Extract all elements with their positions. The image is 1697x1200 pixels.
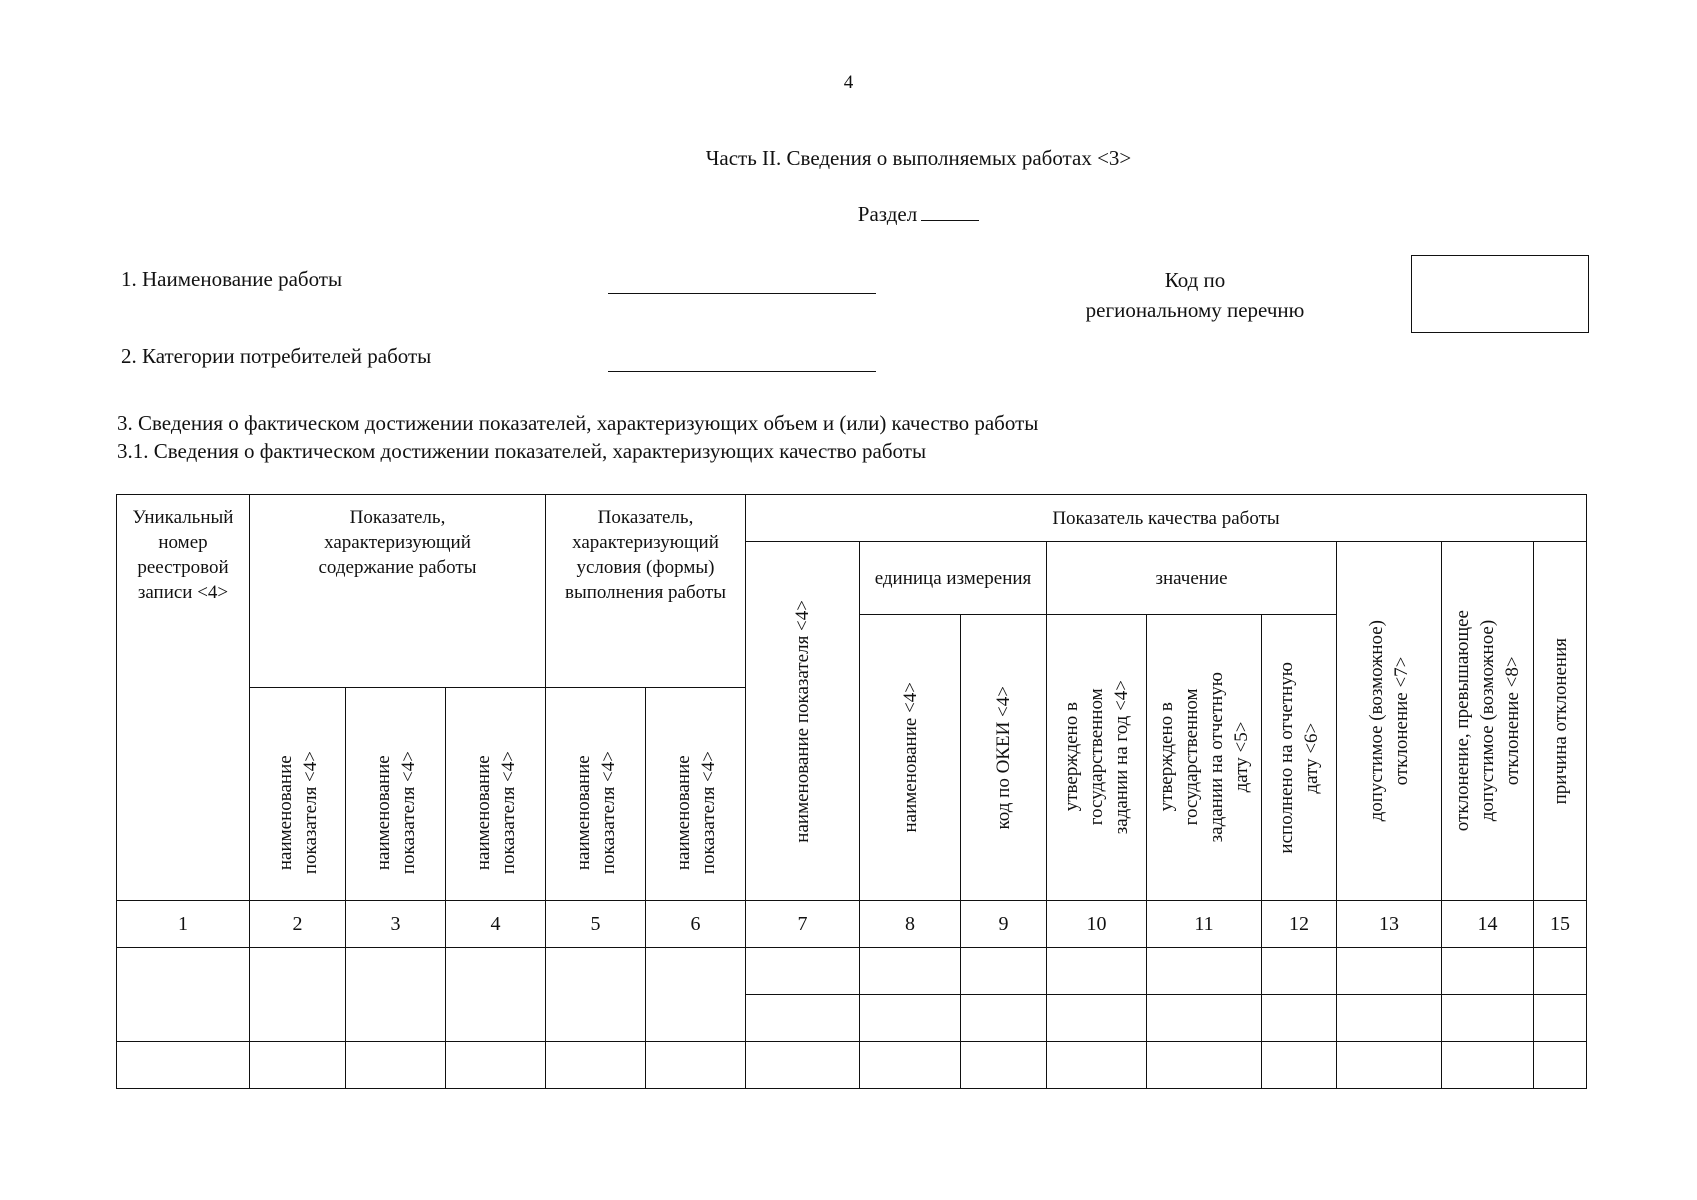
column-number: 5: [546, 901, 646, 948]
table-cell[interactable]: [250, 1042, 346, 1089]
header-content-indicator: Показатель, характеризующий содержание работы: [250, 495, 546, 688]
header-allowed-deviation-text: допустимое (возможное) отклонение <7>: [1366, 620, 1412, 822]
header-unit-name-text: наименование <4>: [899, 682, 921, 833]
header-approved-year: [1047, 615, 1147, 901]
header-content-sub-2-text: наименование показателя <4>: [372, 750, 419, 874]
header-executed-text: исполнено на отчетную дату <6>: [1276, 661, 1322, 854]
table-cell[interactable]: [1047, 948, 1147, 995]
regional-code-label-line1: Код по: [1164, 268, 1226, 292]
table-cell[interactable]: [546, 948, 646, 1042]
header-deviation-reason-text: причина отклонения: [1549, 637, 1571, 805]
section-line: [0, 202, 1697, 227]
table-cell[interactable]: [646, 1042, 746, 1089]
table-cell[interactable]: [546, 1042, 646, 1089]
column-number: 15: [1534, 901, 1587, 948]
table-cell[interactable]: [250, 948, 346, 1042]
consumer-categories-blank[interactable]: [608, 347, 876, 372]
column-number: 12: [1262, 901, 1337, 948]
header-exceeding-deviation-text: отклонение, превышающее допустимое (возможное) отклонение <8>: [1452, 610, 1523, 832]
header-content-sub-3: [446, 688, 546, 901]
table-cell[interactable]: [1262, 1042, 1337, 1089]
header-approved-date: [1147, 615, 1262, 901]
table-cell[interactable]: [1534, 995, 1587, 1042]
work-name-label: 1. Наименование работы: [121, 267, 343, 291]
page-number: 4: [843, 72, 854, 93]
section-label: Раздел: [857, 202, 918, 226]
header-okei-code-text: код по ОКЕИ <4>: [993, 685, 1014, 830]
table-cell[interactable]: [117, 948, 250, 1042]
table-cell[interactable]: [860, 995, 961, 1042]
table-cell[interactable]: [961, 1042, 1047, 1089]
header-conditions-indicator: Показатель, характеризующий условия (формы) выполнения работы: [546, 495, 746, 688]
table-cell[interactable]: [961, 995, 1047, 1042]
table-cell[interactable]: [1047, 995, 1147, 1042]
table-cell[interactable]: [1337, 948, 1442, 995]
page-title: Часть II. Сведения о выполняемых работах <3>: [705, 146, 1132, 170]
table-cell[interactable]: [1442, 1042, 1534, 1089]
column-number: 4: [446, 901, 546, 948]
table-cell[interactable]: [860, 948, 961, 995]
table-cell[interactable]: [1337, 995, 1442, 1042]
table-cell[interactable]: [746, 995, 860, 1042]
section-3-1-heading: 3.1. Сведения о фактическом достижении показателей, характеризующих качество работы: [117, 439, 927, 463]
header-content-sub-3-text: наименование показателя <4>: [472, 750, 519, 874]
header-indicator-name-text: наименование показателя <4>: [792, 599, 813, 843]
table-cell[interactable]: [1147, 948, 1262, 995]
table-cell[interactable]: [1534, 1042, 1587, 1089]
table-cell[interactable]: [1442, 995, 1534, 1042]
table-cell[interactable]: [1147, 995, 1262, 1042]
header-unique-number: Уникальный номер реестровой записи <4>: [117, 495, 250, 901]
quality-indicators-table: [116, 494, 1587, 1089]
table-cell[interactable]: [1442, 948, 1534, 995]
column-number: 2: [250, 901, 346, 948]
table-cell[interactable]: [860, 1042, 961, 1089]
table-cell[interactable]: [961, 948, 1047, 995]
column-number: 3: [346, 901, 446, 948]
work-name-blank[interactable]: [608, 269, 876, 294]
header-conditions-sub-1-text: наименование показателя <4>: [572, 750, 619, 874]
header-conditions-sub-2: [646, 688, 746, 901]
regional-code-label-line2: региональному перечню: [1085, 298, 1305, 322]
consumer-categories-label: 2. Категории потребителей работы: [121, 344, 432, 368]
column-number: 14: [1442, 901, 1534, 948]
header-unit: единица измерения: [860, 542, 1047, 615]
regional-code-box[interactable]: [1411, 255, 1589, 333]
header-approved-date-text: утверждено в государственном задании на отчетную дату <5>: [1156, 672, 1252, 843]
table-cell[interactable]: [746, 1042, 860, 1089]
column-number: 7: [746, 901, 860, 948]
header-exceeding-deviation: [1442, 542, 1534, 901]
column-number: 1: [117, 901, 250, 948]
header-approved-year-text: утверждено в государственном задании на год <4>: [1061, 680, 1132, 835]
header-content-sub-1: [250, 688, 346, 901]
header-deviation-reason: [1534, 542, 1587, 901]
section-3-heading: 3. Сведения о фактическом достижении показателей, характеризующих объем и (или) качество работы: [117, 411, 1039, 435]
table-cell[interactable]: [1262, 995, 1337, 1042]
header-conditions-sub-2-text: наименование показателя <4>: [672, 750, 719, 874]
table-cell[interactable]: [117, 1042, 250, 1089]
header-okei-code: [961, 615, 1047, 901]
header-allowed-deviation: [1337, 542, 1442, 901]
table-cell[interactable]: [1147, 1042, 1262, 1089]
header-content-sub-2: [346, 688, 446, 901]
table-cell[interactable]: [446, 1042, 546, 1089]
header-conditions-sub-1: [546, 688, 646, 901]
section-number-blank[interactable]: [921, 202, 979, 221]
column-number: 6: [646, 901, 746, 948]
column-number: 13: [1337, 901, 1442, 948]
header-executed: [1262, 615, 1337, 901]
table-cell[interactable]: [346, 1042, 446, 1089]
table-cell[interactable]: [746, 948, 860, 995]
column-number: 9: [961, 901, 1047, 948]
column-number: 10: [1047, 901, 1147, 948]
column-number: 8: [860, 901, 961, 948]
table-cell[interactable]: [1047, 1042, 1147, 1089]
table-cell[interactable]: [1534, 948, 1587, 995]
column-number: 11: [1147, 901, 1262, 948]
header-indicator-name: [746, 542, 860, 901]
header-content-sub-1-text: наименование показателя <4>: [274, 750, 321, 874]
header-unit-name: [860, 615, 961, 901]
table-cell[interactable]: [646, 948, 746, 1042]
table-cell[interactable]: [1262, 948, 1337, 995]
table-cell[interactable]: [346, 948, 446, 1042]
table-cell[interactable]: [1337, 1042, 1442, 1089]
header-quality-indicator: Показатель качества работы: [746, 495, 1587, 542]
table-cell[interactable]: [446, 948, 546, 1042]
regional-code-label: [1060, 265, 1330, 325]
header-value: значение: [1047, 542, 1337, 615]
